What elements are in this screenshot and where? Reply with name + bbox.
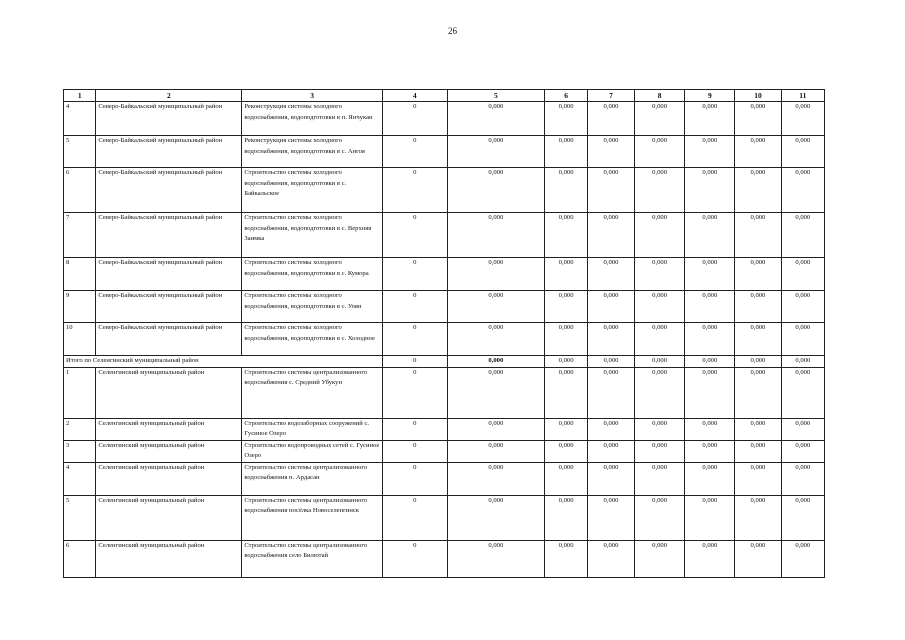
value-cell: 0,000: [544, 213, 587, 258]
page-number: 26: [448, 26, 457, 36]
value-cell: 0,000: [634, 495, 685, 540]
value-cell: 0,000: [685, 367, 735, 418]
value-cell: 0,000: [447, 440, 544, 462]
column-header: 3: [242, 90, 383, 102]
value-cell: 0,000: [735, 367, 781, 418]
value-cell: 0,000: [735, 540, 781, 577]
row-number: 6: [64, 168, 96, 213]
district-cell: Селенгинский муниципальный район: [96, 495, 242, 540]
value-cell: 0,000: [781, 136, 824, 168]
value-cell: 0: [382, 136, 447, 168]
value-cell: 0,000: [447, 291, 544, 323]
district-cell: Селенгинский муниципальный район: [96, 418, 242, 440]
value-cell: 0,000: [588, 136, 634, 168]
project-cell: Строительство системы централизованного водоснабжения посёлка Новоселенгинск: [242, 495, 383, 540]
value-cell: 0,000: [544, 291, 587, 323]
value-cell: 0,000: [735, 356, 781, 368]
value-cell: 0,000: [544, 495, 587, 540]
value-cell: 0: [382, 291, 447, 323]
row-number: 10: [64, 323, 96, 356]
column-header: 1: [64, 90, 96, 102]
value-cell: 0,000: [634, 258, 685, 291]
value-cell: 0,000: [634, 367, 685, 418]
value-cell: 0,000: [634, 323, 685, 356]
value-cell: 0,000: [447, 213, 544, 258]
value-cell: 0,000: [588, 462, 634, 495]
value-cell: 0: [382, 440, 447, 462]
value-cell: 0,000: [544, 367, 587, 418]
table-row: [64, 213, 825, 258]
table-row: [64, 418, 825, 440]
value-cell: 0,000: [447, 462, 544, 495]
district-cell: Северо-Байкальский муниципальный район: [96, 213, 242, 258]
value-cell: 0: [382, 418, 447, 440]
project-cell: Строительство системы холодного водоснабжения, водоподготовки в с. Холодное: [242, 323, 383, 356]
value-cell: 0,000: [544, 323, 587, 356]
table-row: [64, 136, 825, 168]
district-cell: Селенгинский муниципальный район: [96, 440, 242, 462]
column-header: 4: [382, 90, 447, 102]
project-cell: Реконструкция системы холодного водоснабжения, водоподготовки в с. Ангоя: [242, 136, 383, 168]
value-cell: 0,000: [544, 136, 587, 168]
value-cell: 0,000: [588, 213, 634, 258]
table-row: [64, 291, 825, 323]
district-cell: Селенгинский муниципальный район: [96, 540, 242, 577]
value-cell: 0,000: [544, 440, 587, 462]
value-cell: 0,000: [685, 168, 735, 213]
value-cell: 0,000: [447, 323, 544, 356]
project-cell: Реконструкция системы холодного водоснабжения, водоподготовки в п. Янчукан: [242, 102, 383, 136]
value-cell: 0,000: [735, 323, 781, 356]
table-row: [64, 540, 825, 577]
value-cell: 0,000: [588, 540, 634, 577]
table-row: [64, 258, 825, 291]
district-cell: Северо-Байкальский муниципальный район: [96, 136, 242, 168]
table-row: [64, 462, 825, 495]
row-number: 4: [64, 462, 96, 495]
value-cell: 0,000: [447, 540, 544, 577]
value-cell: 0,000: [588, 102, 634, 136]
value-cell: 0,000: [685, 440, 735, 462]
row-number: 9: [64, 291, 96, 323]
district-cell: Северо-Байкальский муниципальный район: [96, 323, 242, 356]
table-row: [64, 323, 825, 356]
project-cell: Строительство системы централизованного водоснабжения с. Средний Убукун: [242, 367, 383, 418]
district-cell: Селенгинский муниципальный район: [96, 462, 242, 495]
value-cell: 0,000: [735, 291, 781, 323]
value-cell: 0,000: [735, 418, 781, 440]
value-cell: 0,000: [781, 367, 824, 418]
value-cell: 0,000: [735, 440, 781, 462]
value-cell: 0: [382, 323, 447, 356]
value-cell: 0: [382, 168, 447, 213]
value-cell: 0,000: [685, 258, 735, 291]
project-cell: Строительство водопроводных сетей с. Гусиное Озеро: [242, 440, 383, 462]
value-cell: 0,000: [685, 540, 735, 577]
value-cell: 0,000: [781, 418, 824, 440]
value-cell: 0,000: [447, 136, 544, 168]
value-cell: 0,000: [634, 356, 685, 368]
column-header: 10: [735, 90, 781, 102]
value-cell: 0,000: [685, 418, 735, 440]
table-row: [64, 367, 825, 418]
value-cell: 0,000: [735, 213, 781, 258]
value-cell: 0,000: [685, 323, 735, 356]
project-cell: Строительство системы холодного водоснабжения, водоподготовки в с. Уоян: [242, 291, 383, 323]
value-cell: 0,000: [781, 462, 824, 495]
value-cell: 0,000: [588, 495, 634, 540]
value-cell: 0,000: [781, 495, 824, 540]
row-number: 5: [64, 495, 96, 540]
value-cell: 0,000: [781, 440, 824, 462]
value-cell: 0,000: [447, 168, 544, 213]
value-cell: 0: [382, 367, 447, 418]
value-cell: 0,000: [634, 168, 685, 213]
value-cell: 0,000: [634, 440, 685, 462]
value-cell: 0,000: [735, 462, 781, 495]
value-cell: 0: [382, 213, 447, 258]
value-cell: 0,000: [634, 213, 685, 258]
table-row: [64, 102, 825, 136]
value-cell: 0,000: [447, 367, 544, 418]
value-cell: 0,000: [781, 356, 824, 368]
project-cell: Строительство системы холодного водоснабжения, водоподготовки в с. Байкальское: [242, 168, 383, 213]
value-cell: 0,000: [781, 102, 824, 136]
value-cell: 0: [382, 462, 447, 495]
project-cell: Строительство системы централизованного водоснабжения село Билютай: [242, 540, 383, 577]
row-number: 7: [64, 213, 96, 258]
value-cell: 0,000: [781, 258, 824, 291]
value-cell: 0,000: [634, 291, 685, 323]
value-cell: 0,000: [447, 356, 544, 368]
value-cell: 0,000: [634, 540, 685, 577]
value-cell: 0,000: [735, 168, 781, 213]
value-cell: 0,000: [544, 540, 587, 577]
value-cell: 0,000: [634, 136, 685, 168]
value-cell: 0,000: [544, 356, 587, 368]
row-number: 1: [64, 367, 96, 418]
column-header: 6: [544, 90, 587, 102]
value-cell: 0,000: [588, 440, 634, 462]
value-cell: 0,000: [588, 418, 634, 440]
value-cell: 0,000: [685, 495, 735, 540]
district-cell: Северо-Байкальский муниципальный район: [96, 168, 242, 213]
value-cell: 0,000: [544, 102, 587, 136]
row-number: 6: [64, 540, 96, 577]
value-cell: 0,000: [685, 462, 735, 495]
column-header: 11: [781, 90, 824, 102]
column-header: 9: [685, 90, 735, 102]
value-cell: 0: [382, 102, 447, 136]
value-cell: 0,000: [544, 462, 587, 495]
district-cell: Северо-Байкальский муниципальный район: [96, 258, 242, 291]
district-cell: Северо-Байкальский муниципальный район: [96, 102, 242, 136]
value-cell: 0,000: [781, 213, 824, 258]
table-row: [64, 495, 825, 540]
row-number: 2: [64, 418, 96, 440]
district-cell: Селенгинский муниципальный район: [96, 367, 242, 418]
value-cell: 0,000: [685, 356, 735, 368]
column-header: 2: [96, 90, 242, 102]
project-cell: Строительство водозаборных сооружений с. Гусиное Озеро: [242, 418, 383, 440]
value-cell: 0,000: [685, 136, 735, 168]
data-table: [63, 89, 825, 578]
total-label: Итого по Селенгинский муниципальный район: [64, 356, 383, 368]
value-cell: 0,000: [685, 213, 735, 258]
project-cell: Строительство системы централизованного водоснабжения п. Ардасан: [242, 462, 383, 495]
column-header: 7: [588, 90, 634, 102]
value-cell: 0,000: [544, 418, 587, 440]
value-cell: 0,000: [685, 102, 735, 136]
value-cell: 0,000: [735, 102, 781, 136]
value-cell: 0,000: [634, 102, 685, 136]
value-cell: 0: [382, 495, 447, 540]
value-cell: 0,000: [447, 495, 544, 540]
value-cell: 0,000: [544, 258, 587, 291]
table-row: [64, 440, 825, 462]
value-cell: 0,000: [781, 168, 824, 213]
row-number: 4: [64, 102, 96, 136]
project-cell: Строительство системы холодного водоснабжения, водоподготовки в с. Верхняя Заимка: [242, 213, 383, 258]
value-cell: 0: [382, 540, 447, 577]
value-cell: 0,000: [588, 323, 634, 356]
total-row: [64, 356, 825, 368]
value-cell: 0,000: [685, 291, 735, 323]
value-cell: 0,000: [781, 291, 824, 323]
value-cell: 0: [382, 356, 447, 368]
value-cell: 0,000: [781, 540, 824, 577]
table-row: [64, 168, 825, 213]
district-cell: Северо-Байкальский муниципальный район: [96, 291, 242, 323]
value-cell: 0: [382, 258, 447, 291]
value-cell: 0,000: [588, 258, 634, 291]
project-cell: Строительство системы холодного водоснабжения, водоподготовки в с. Кумора: [242, 258, 383, 291]
table-body: [64, 102, 825, 578]
value-cell: 0,000: [447, 258, 544, 291]
value-cell: 0,000: [735, 495, 781, 540]
row-number: 5: [64, 136, 96, 168]
value-cell: 0,000: [735, 136, 781, 168]
header-row: [64, 90, 825, 102]
value-cell: 0,000: [634, 462, 685, 495]
value-cell: 0,000: [588, 291, 634, 323]
value-cell: 0,000: [735, 258, 781, 291]
value-cell: 0,000: [781, 323, 824, 356]
value-cell: 0,000: [634, 418, 685, 440]
row-number: 8: [64, 258, 96, 291]
column-header: 8: [634, 90, 685, 102]
column-header: 5: [447, 90, 544, 102]
value-cell: 0,000: [588, 367, 634, 418]
value-cell: 0,000: [544, 168, 587, 213]
value-cell: 0,000: [447, 102, 544, 136]
value-cell: 0,000: [588, 168, 634, 213]
row-number: 3: [64, 440, 96, 462]
value-cell: 0,000: [588, 356, 634, 368]
value-cell: 0,000: [447, 418, 544, 440]
